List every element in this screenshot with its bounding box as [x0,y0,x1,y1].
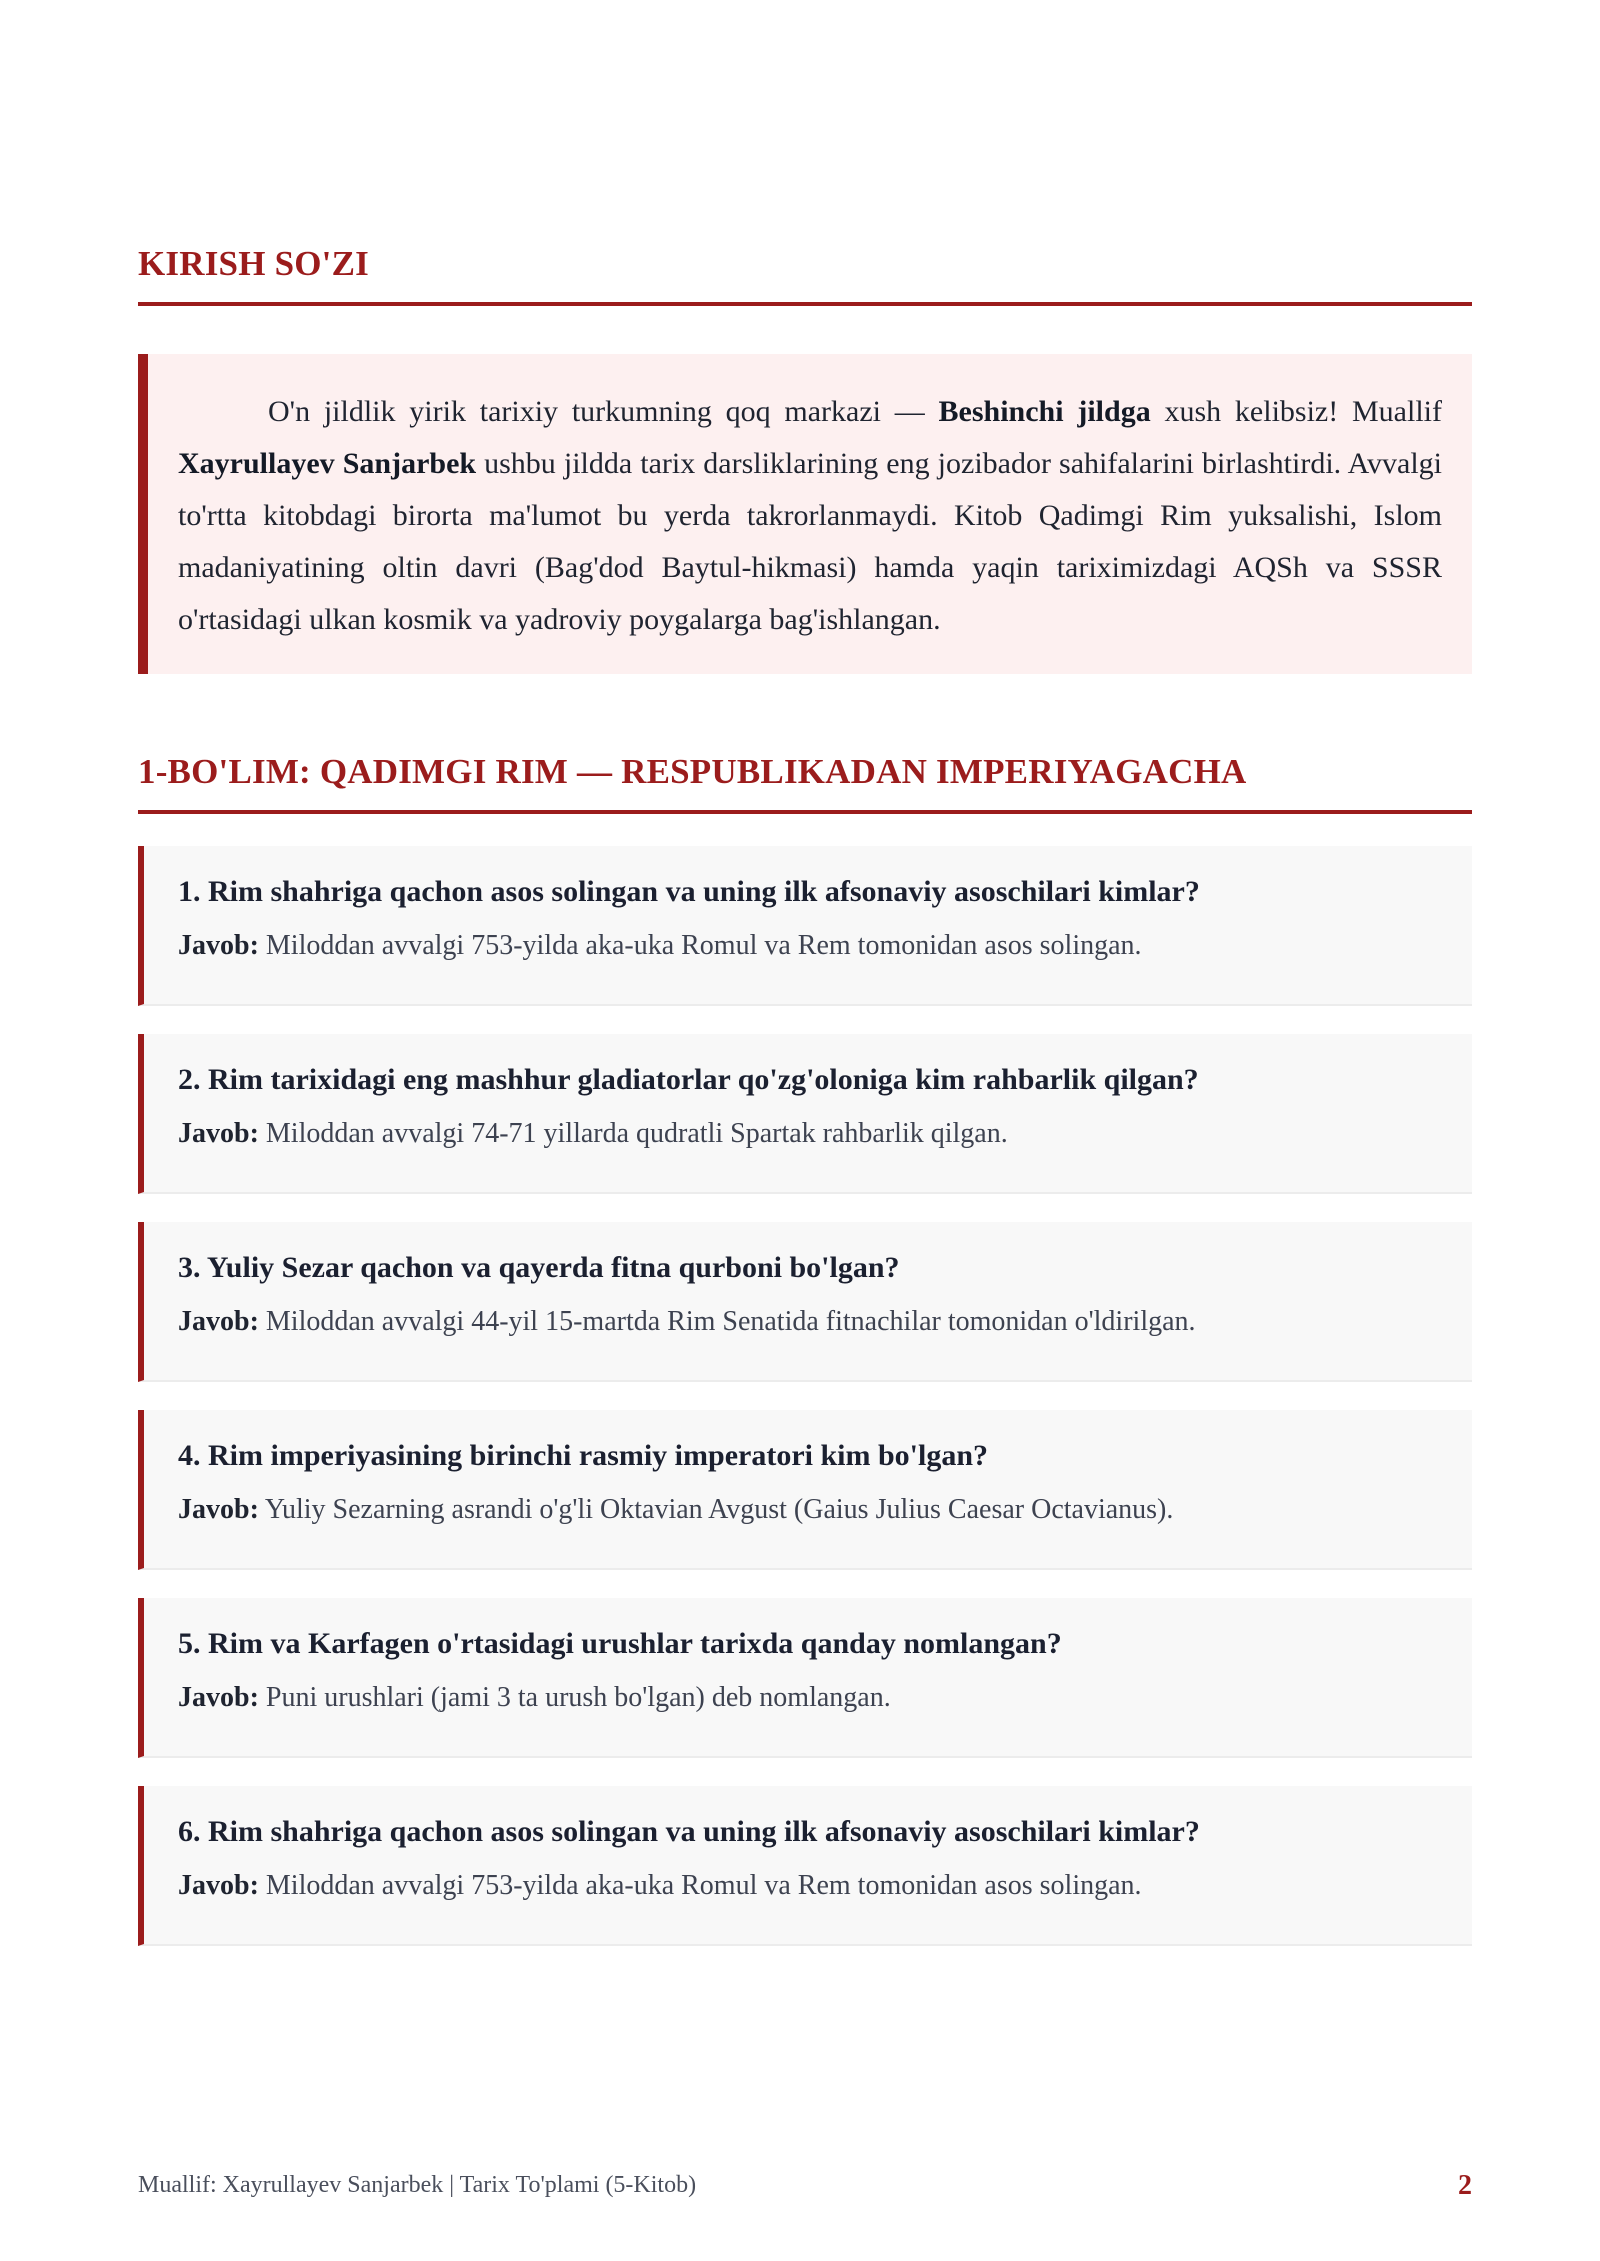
answer-label: Javob: [178,1118,259,1149]
page-footer [138,2172,1472,2199]
question: 4. Rim imperiyasining birinchi rasmiy imperatori kim bo'lgan? [178,1439,989,1472]
qa-card-1 [138,846,1472,1006]
answer [178,1492,1472,1528]
intro-paragraph [178,386,1442,646]
qa-card-4 [138,1410,1472,1570]
question: 1. Rim shahriga qachon asos solingan va uning ilk afsonaviy asoschilari kimlar? [178,875,1200,908]
answer [178,1304,1472,1340]
answer-label: Javob: [178,930,259,961]
question: 6. Rim shahriga qachon asos solingan va uning ilk afsonaviy asoschilari kimlar? [178,1815,1200,1848]
section-heading: 1-BO'LIM: QADIMGI RIM — RESPUBLIKADAN IMPERIYAGACHA [138,752,1472,814]
answer-label: Javob: [178,1306,259,1337]
question: 2. Rim tarixidagi eng mashhur gladiatorlar qo'zg'oloniga kim rahbarlik qilgan? [178,1063,1199,1096]
page-number: 2 [1458,2170,1472,2201]
qa-card-6 [138,1786,1472,1946]
answer-text: Yuliy Sezarning asrandi o'g'li Oktavian Avgust (Gaius Julius Caesar Octavianus). [264,1494,1174,1525]
qa-card-3 [138,1222,1472,1382]
intro-text-1: O'n jildlik yirik tarixiy turkumning qoq markazi — [268,395,939,428]
answer-text: Miloddan avvalgi 753-yilda aka-uka Romul va Rem tomonidan asos solingan. [265,1870,1142,1901]
answer-label: Javob: [178,1494,259,1525]
question: 3. Yuliy Sezar qachon va qayerda fitna qurboni bo'lgan? [178,1251,900,1284]
answer-text: Miloddan avvalgi 74-71 yillarda qudratli Spartak rahbarlik qilgan. [265,1118,1008,1149]
qa-card-5 [138,1598,1472,1758]
answer [178,1116,1472,1152]
intro-bold-volume: Beshinchi jildga [938,395,1151,428]
answer [178,1868,1472,1904]
intro-text-3: ushbu jildda tarix darsliklarining eng jozibador sahifalarini birlashtirdi. Avvalgi to'rtta kitobdagi birorta ma'lumot bu yerda takrorlanmaydi. Kitob Qadimgi Rim yuksalishi, Islom madaniyatining oltin davri (Bag'dod Baytul-hikmasi) hamda yaqin tariximizdagi AQSh va SSSR o'rtasidagi ulkan kosmik va yadroviy poygalarga bag'ishlangan. [178,447,1442,636]
answer [178,928,1472,964]
qa-card-2 [138,1034,1472,1194]
answer-text: Puni urushlari (jami 3 ta urush bo'lgan) deb nomlangan. [265,1682,891,1713]
question: 5. Rim va Karfagen o'rtasidagi urushlar tarixda qanday nomlangan? [178,1627,1062,1660]
intro-heading: KIRISH SO'ZI [138,244,1472,306]
intro-text-2: xush kelibsiz! Muallif [1150,395,1442,428]
answer-label: Javob: [178,1682,259,1713]
intro-box [138,354,1472,674]
answer-text: Miloddan avvalgi 44-yil 15-martda Rim Senatida fitnachilar tomonidan o'ldirilgan. [265,1306,1196,1337]
answer-text: Miloddan avvalgi 753-yilda aka-uka Romul va Rem tomonidan asos solingan. [265,930,1142,961]
intro-bold-author: Xayrullayev Sanjarbek [178,447,477,480]
answer [178,1680,1472,1716]
answer-label: Javob: [178,1870,259,1901]
footer-text: Muallif: Xayrullayev Sanjarbek | Tarix To'plami (5-Kitob) [138,2172,697,2198]
